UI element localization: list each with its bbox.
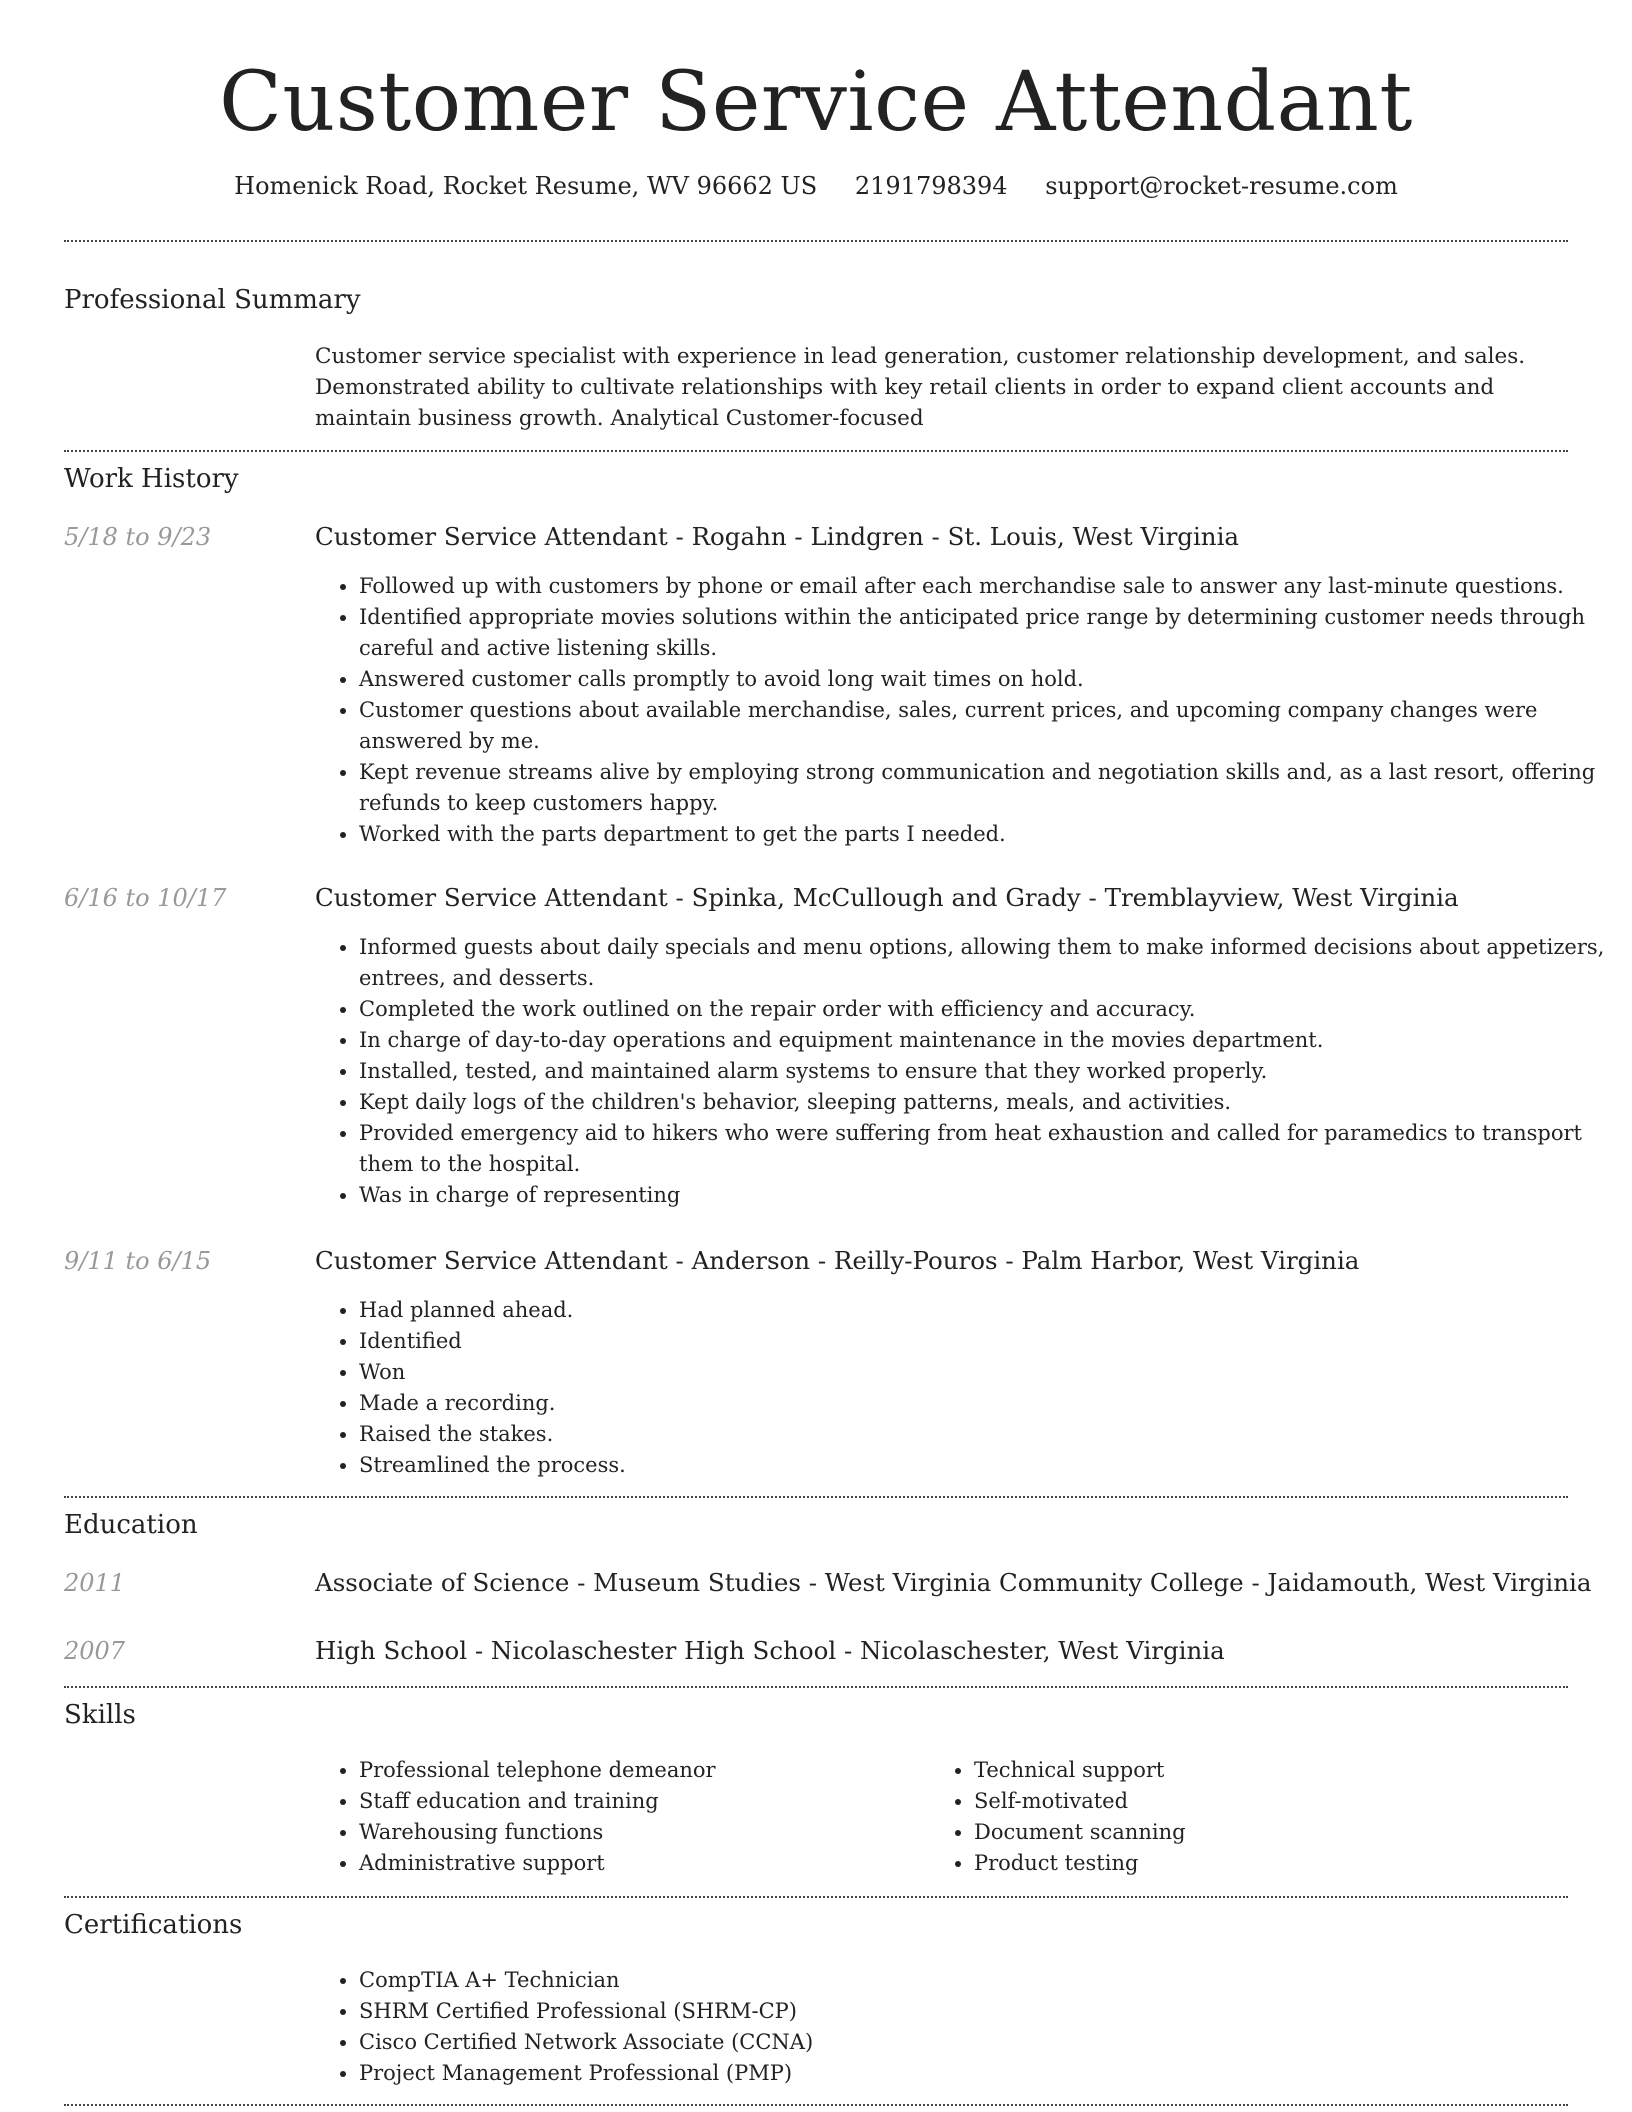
contact-email: support@rocket-resume.com (1045, 172, 1398, 200)
contact-phone: 2191798394 (854, 172, 1008, 200)
job-1-title: Customer Service Attendant - Rogahn - Lindgren - St. Louis, West Virginia (315, 522, 1240, 551)
section-heading-summary: Professional Summary (64, 285, 361, 315)
skill-item: • Document scanning (974, 1817, 1574, 1848)
job-bullet: • Had planned ahead. (359, 1295, 1609, 1326)
job-bullet: • Followed up with customers by phone or email after each merchandise sale to answer any last-minute questions. (359, 571, 1609, 602)
job-bullet: • Streamlined the process. (359, 1450, 1609, 1481)
section-heading-skills: Skills (64, 1700, 136, 1730)
skill-item: • Self-motivated (974, 1786, 1574, 1817)
job-bullet: • Provided emergency aid to hikers who were suffering from heat exhaustion and called for paramedics to transport them to the hospital. (359, 1118, 1609, 1180)
skill-item: • Product testing (974, 1848, 1574, 1879)
job-1-dates: 5/18 to 9/23 (64, 523, 212, 551)
education-2-year: 2007 (64, 1637, 126, 1665)
job-bullet: • Identified (359, 1326, 1609, 1357)
section-divider (64, 1496, 1568, 1498)
job-bullet: • Worked with the parts department to get the parts I needed. (359, 819, 1609, 850)
section-heading-education: Education (64, 1510, 198, 1540)
job-bullet: • Installed, tested, and maintained alarm systems to ensure that they worked properly. (359, 1056, 1609, 1087)
job-2-dates: 6/16 to 10/17 (64, 884, 227, 912)
education-1-title: Associate of Science - Museum Studies - West Virginia Community College - Jaidamouth, West Virginia (315, 1568, 1592, 1597)
job-3-dates: 9/11 to 6/15 (64, 1247, 212, 1275)
job-bullet: • Was in charge of representing (359, 1180, 1609, 1211)
job-bullet: • In charge of day-to-day operations and equipment maintenance in the movies department. (359, 1025, 1609, 1056)
job-bullet: • Raised the stakes. (359, 1419, 1609, 1450)
section-divider (64, 1896, 1568, 1898)
certifications-list (315, 1965, 1609, 2089)
job-2-bullets (315, 932, 1609, 1211)
section-divider (64, 1686, 1568, 1688)
certification-item: • SHRM Certified Professional (SHRM-CP) (359, 1996, 1609, 2027)
job-bullet: • Kept daily logs of the children's behavior, sleeping patterns, meals, and activities. (359, 1087, 1609, 1118)
skill-item: • Warehousing functions (359, 1817, 939, 1848)
section-divider (64, 2104, 1568, 2106)
job-bullet: • Customer questions about available merchandise, sales, current prices, and upcoming company changes were answered by me. (359, 695, 1609, 757)
contact-line (0, 168, 1632, 204)
certification-item: • CompTIA A+ Technician (359, 1965, 1609, 1996)
section-divider (64, 240, 1568, 242)
contact-address: Homenick Road, Rocket Resume, WV 96662 US (234, 172, 818, 200)
job-bullet: • Identified appropriate movies solutions within the anticipated price range by determining customer needs through careful and active listening skills. (359, 602, 1609, 664)
skill-item: • Staff education and training (359, 1786, 939, 1817)
candidate-name: Customer Service Attendant (219, 55, 1413, 150)
section-heading-certifications: Certifications (64, 1910, 243, 1940)
skills-list-right (930, 1755, 1574, 1879)
section-heading-work: Work History (64, 464, 239, 494)
job-bullet: • Completed the work outlined on the repair order with efficiency and accuracy. (359, 994, 1609, 1025)
job-bullet: • Kept revenue streams alive by employing strong communication and negotiation skills and, as a last resort, offering refunds to keep customers happy. (359, 757, 1609, 819)
skill-item: • Professional telephone demeanor (359, 1755, 939, 1786)
job-bullet: • Made a recording. (359, 1388, 1609, 1419)
certification-item: • Project Management Professional (PMP) (359, 2058, 1609, 2089)
job-bullet: • Informed guests about daily specials and menu options, allowing them to make informed decisions about appetizers, entrees, and desserts. (359, 932, 1609, 994)
job-2-title: Customer Service Attendant - Spinka, McCullough and Grady - Tremblayview, West Virginia (315, 883, 1459, 912)
job-3-title: Customer Service Attendant - Anderson - Reilly-Pouros - Palm Harbor, West Virginia (315, 1246, 1360, 1275)
job-bullet: • Won (359, 1357, 1609, 1388)
job-3-bullets (315, 1295, 1609, 1481)
job-bullet: • Answered customer calls promptly to avoid long wait times on hold. (359, 664, 1609, 695)
section-divider (64, 450, 1568, 452)
education-2-title: High School - Nicolaschester High School - Nicolaschester, West Virginia (315, 1636, 1225, 1665)
education-1-year: 2011 (64, 1569, 126, 1597)
skill-item: • Technical support (974, 1755, 1574, 1786)
skill-item: • Administrative support (359, 1848, 939, 1879)
job-1-bullets (315, 571, 1609, 850)
certification-item: • Cisco Certified Network Associate (CCNA) (359, 2027, 1609, 2058)
summary-text: Customer service specialist with experience in lead generation, customer relationship development, and sales. Demonstrated ability to cultivate relationships with key retail clients in order to expand client accounts and maintain business growth. Analytical Customer-focused (315, 344, 1526, 431)
skills-list-left (315, 1755, 939, 1879)
